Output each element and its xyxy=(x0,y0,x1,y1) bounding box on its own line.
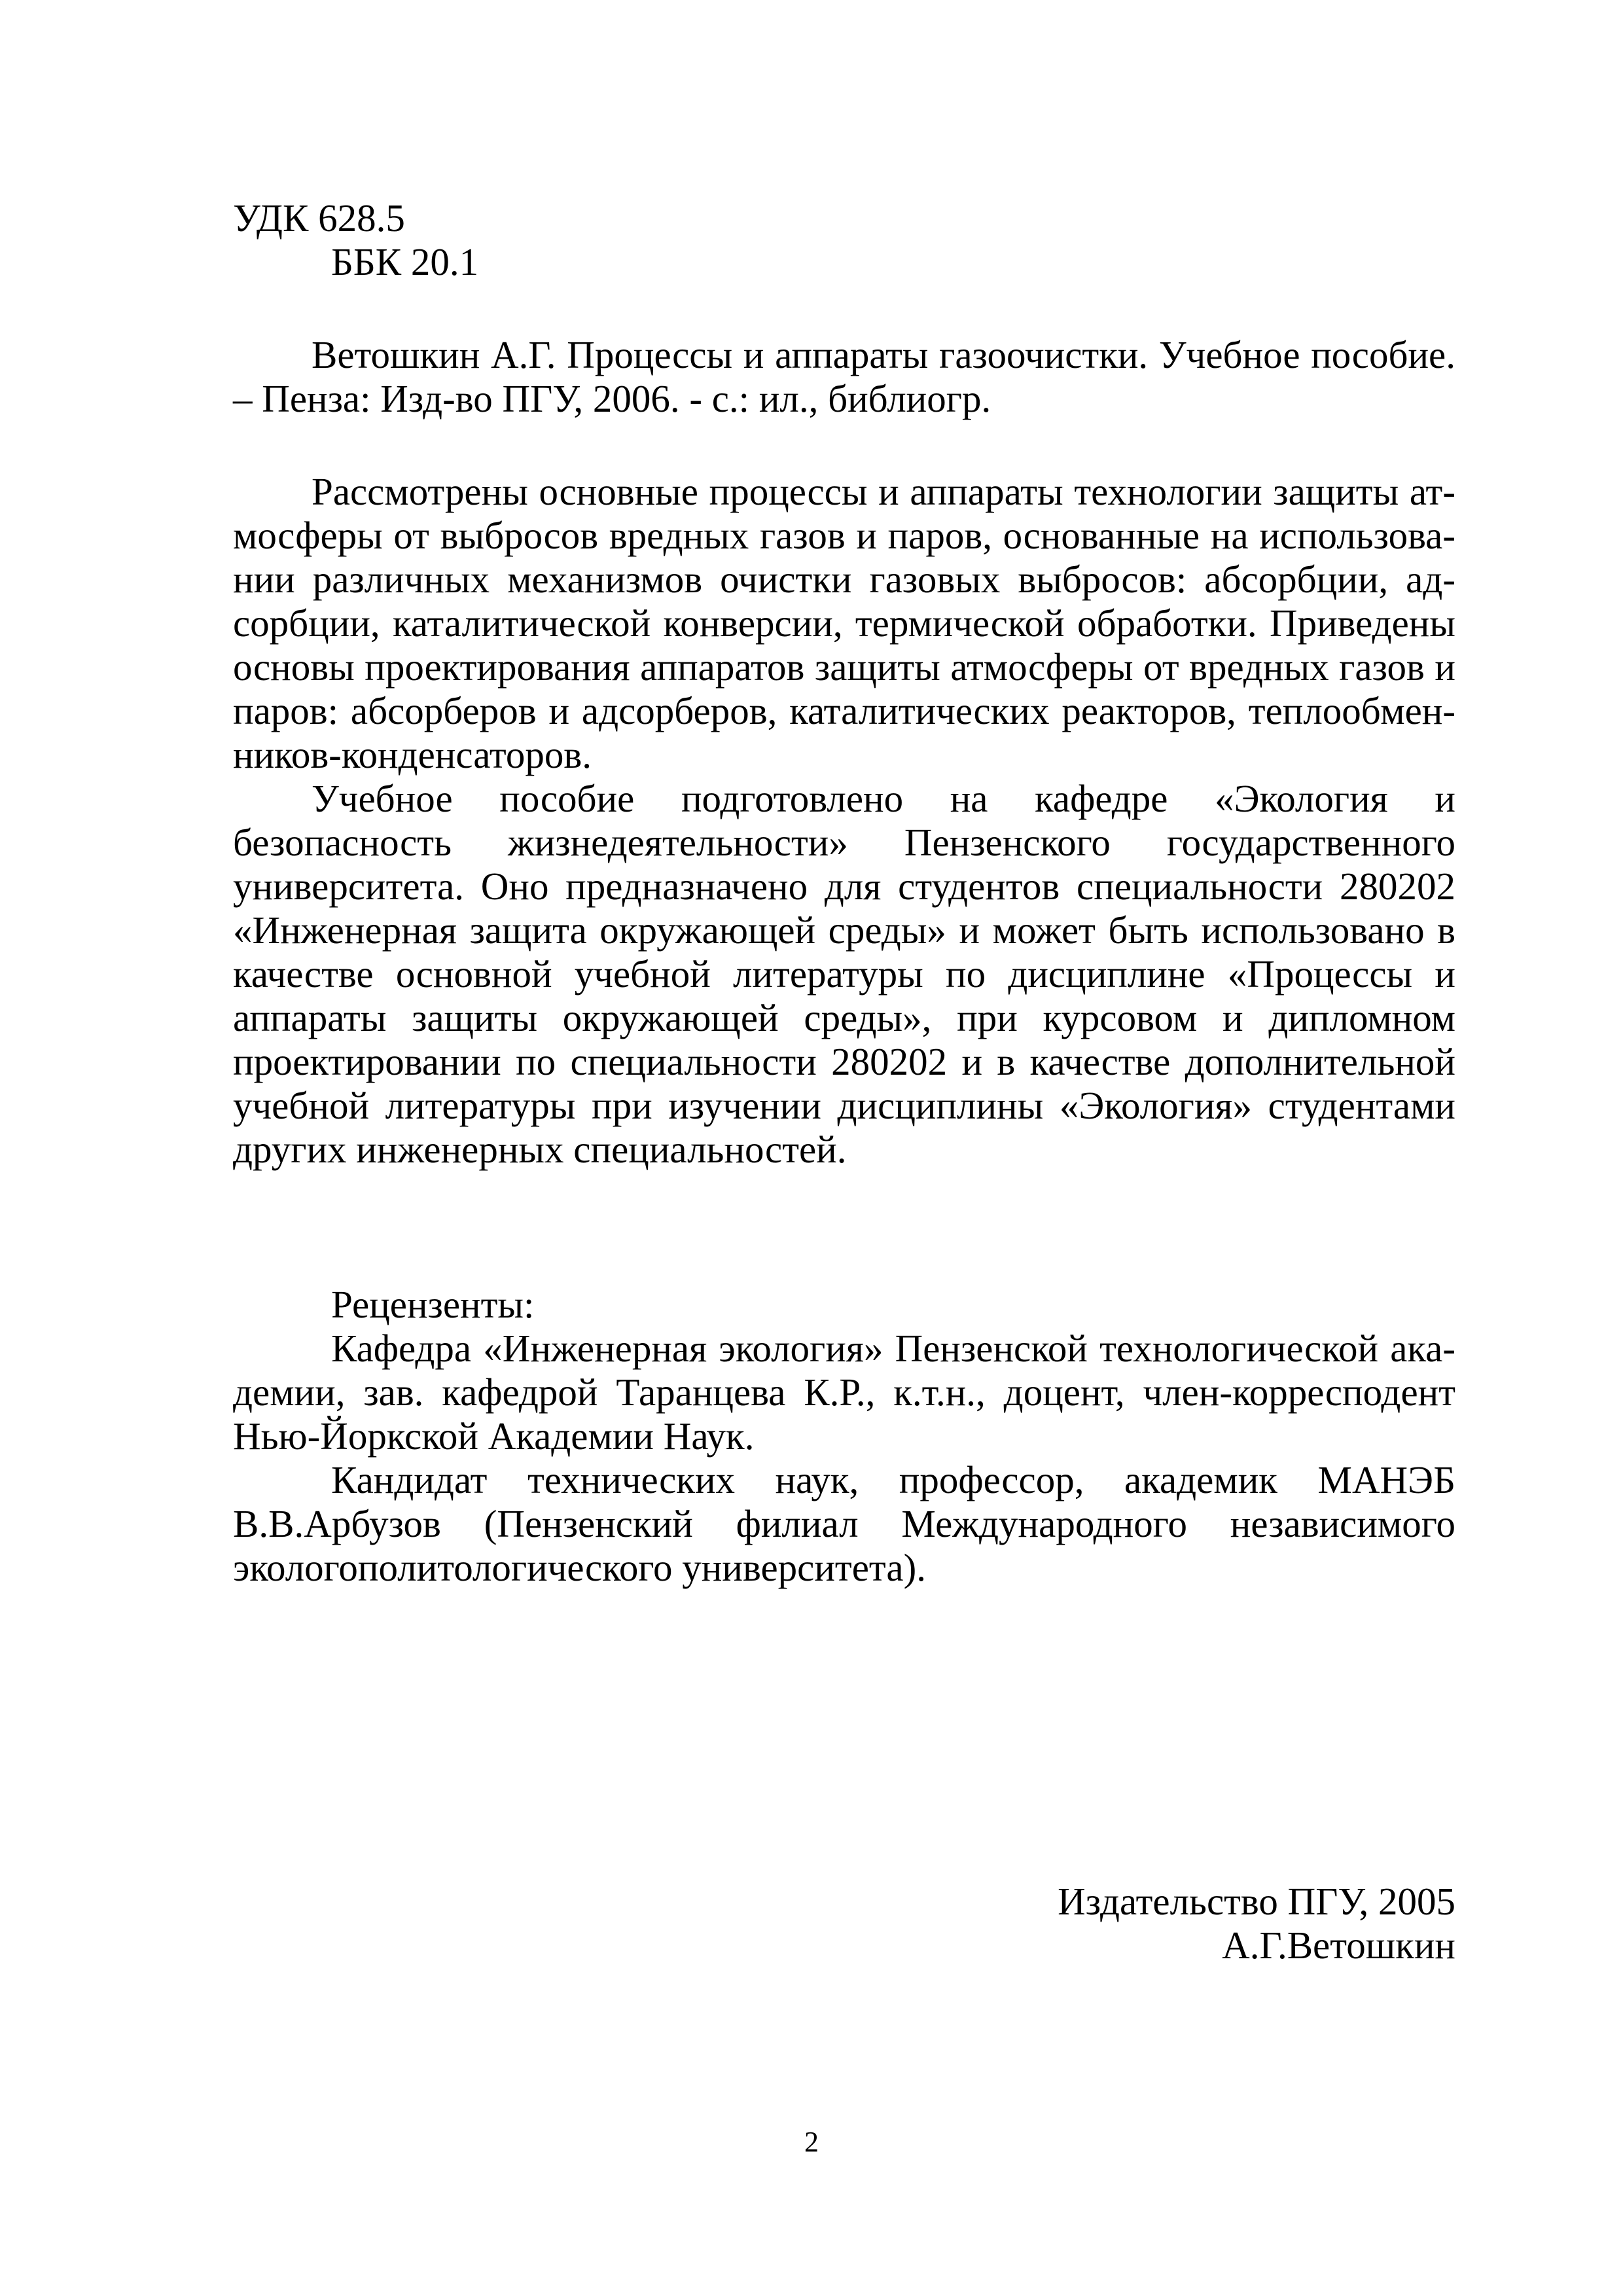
abstract-paragraph: Рассмотрены основные процессы и аппараты технологии защиты атмосферы от выбросов вредных газов и паров, основанные на использовании различных механизмов очистки газовых выбросов: абсорбции, адсорбции, каталитической конверсии, термической обработки. Приведены основы проектирования аппаратов защиты атмосферы от вредных газов и паров: абсорберов и адсорберов, каталитических реакторов, теплообменников-конденсаторов. xyxy=(233,470,1455,776)
abstract-paragraph: Учебное пособие подготовлено на кафедре «Экология и безопасность жизнедеятельности» Пензенского государственного университета. Оно предназначено для студентов специальности 280202 «Инженерная защита окружающей среды» и может быть использовано в качестве основной учебной литературы по дисциплине «Процессы и аппараты защиты окружающей среды», при курсовом и дипломном проектировании по специальности 280202 и в качестве дополнительной учебной литературы при изучении дисциплины «Экология» студентами других инженерных специальностей. xyxy=(233,777,1455,1171)
publisher-block xyxy=(1058,1880,1455,1967)
reviewers-heading: Рецензенты: xyxy=(331,1283,535,1326)
bbk-code: ББК 20.1 xyxy=(331,240,479,283)
reviewer-entry: Кафедра «Инженерная экология» Пензенской технологической академии, зав. кафедрой Таранцева К.Р., к.т.н., доцент, член-корресподент Нью-Йоркской Академии Наук. xyxy=(233,1327,1455,1458)
reviewer-entry: Кандидат технических наук, профессор, академик МАНЭБ В.В.Арбузов (Пензенский филиал Международного независимого экологополитологического университета). xyxy=(233,1458,1455,1589)
document-body xyxy=(233,196,1455,1590)
author-signature-line: А.Г.Ветошкин xyxy=(1222,1924,1455,1967)
page-number: 2 xyxy=(804,2126,819,2158)
publisher-line: Издательство ПГУ, 2005 xyxy=(1058,1880,1455,1923)
udk-code: УДК 628.5 xyxy=(233,196,405,240)
bibliographic-citation: Ветошкин А.Г. Процессы и аппараты газоочистки. Учебное пособие. – Пенза: Изд-во ПГУ, 2006. - с.: ил., библиогр. xyxy=(233,333,1455,420)
